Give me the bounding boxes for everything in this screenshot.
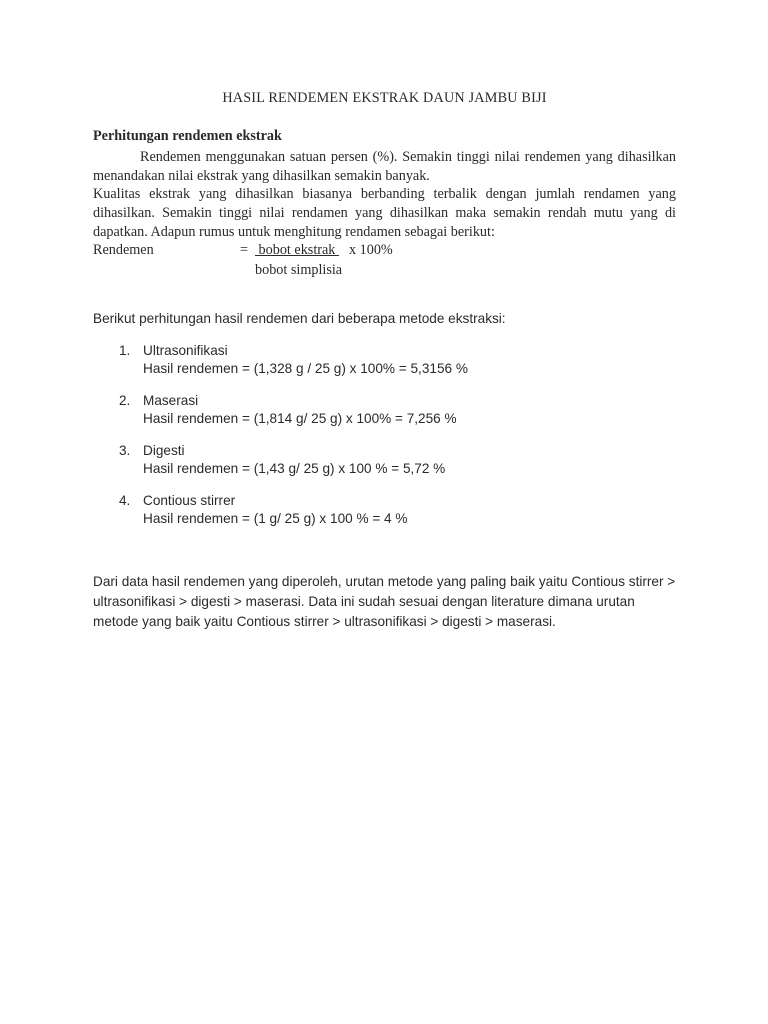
methods-list: [93, 341, 676, 541]
section-heading: Perhitungan rendemen ekstrak: [93, 128, 282, 144]
list-item: [93, 491, 676, 541]
method-name: Maserasi: [143, 393, 199, 408]
document-title: HASIL RENDEMEN EKSTRAK DAUN JAMBU BIJI: [222, 90, 547, 106]
method-name: Ultrasonifikasi: [143, 343, 228, 358]
list-item: [93, 441, 676, 491]
document-page: [93, 0, 676, 1024]
paragraph-2: Kualitas ekstrak yang dihasilkan biasanya berbanding terbalik dengan jumlah rendamen yang dihasilkan. Semakin tinggi nilai rendamen yang dihasilkan maka semakin rendah mutu yang di dapatkan. Adapun rumus untuk menghitung rendamen sebagai berikut:: [93, 186, 676, 240]
formula-equals: =: [240, 242, 249, 258]
method-name: Contious stirrer: [143, 493, 236, 508]
method-calculation: Hasil rendemen = (1,328 g / 25 g) x 100% = 5,3156 %: [143, 361, 468, 376]
method-calculation: Hasil rendemen = (1,814 g/ 25 g) x 100% = 7,256 %: [143, 411, 457, 426]
formula-multiplier: x 100%: [349, 242, 393, 258]
list-item-number: 1.: [119, 343, 131, 358]
list-item-number: 2.: [119, 393, 131, 408]
list-item: [93, 391, 676, 441]
conclusion-paragraph: Dari data hasil rendemen yang diperoleh, urutan metode yang paling baik yaitu Contious stirrer > ultrasonifikasi > digesti > maserasi. Data ini sudah sesuai dengan literature dimana urutan metode yang baik yaitu Contious stirrer > ultrasonifikasi > digesti > maserasi.: [93, 574, 676, 629]
method-calculation: Hasil rendemen = (1 g/ 25 g) x 100 % = 4 %: [143, 511, 408, 526]
method-name: Digesti: [143, 443, 185, 458]
paragraph-1: Rendemen menggunakan satuan persen (%). Semakin tinggi nilai rendemen yang dihasilkan menandakan nilai ekstrak yang dihasilkan semakin banyak.: [93, 149, 676, 184]
rendemen-formula: [93, 242, 676, 282]
method-calculation: Hasil rendemen = (1,43 g/ 25 g) x 100 % = 5,72 %: [143, 461, 446, 476]
list-item-number: 3.: [119, 443, 131, 458]
list-item: [93, 341, 676, 391]
formula-denominator: bobot simplisia: [255, 262, 343, 278]
formula-numerator: bobot ekstrak: [255, 242, 339, 258]
methods-intro: Berikut perhitungan hasil rendemen dari beberapa metode ekstraksi:: [93, 311, 506, 326]
list-item-number: 4.: [119, 493, 131, 508]
formula-lhs: Rendemen: [93, 242, 154, 258]
